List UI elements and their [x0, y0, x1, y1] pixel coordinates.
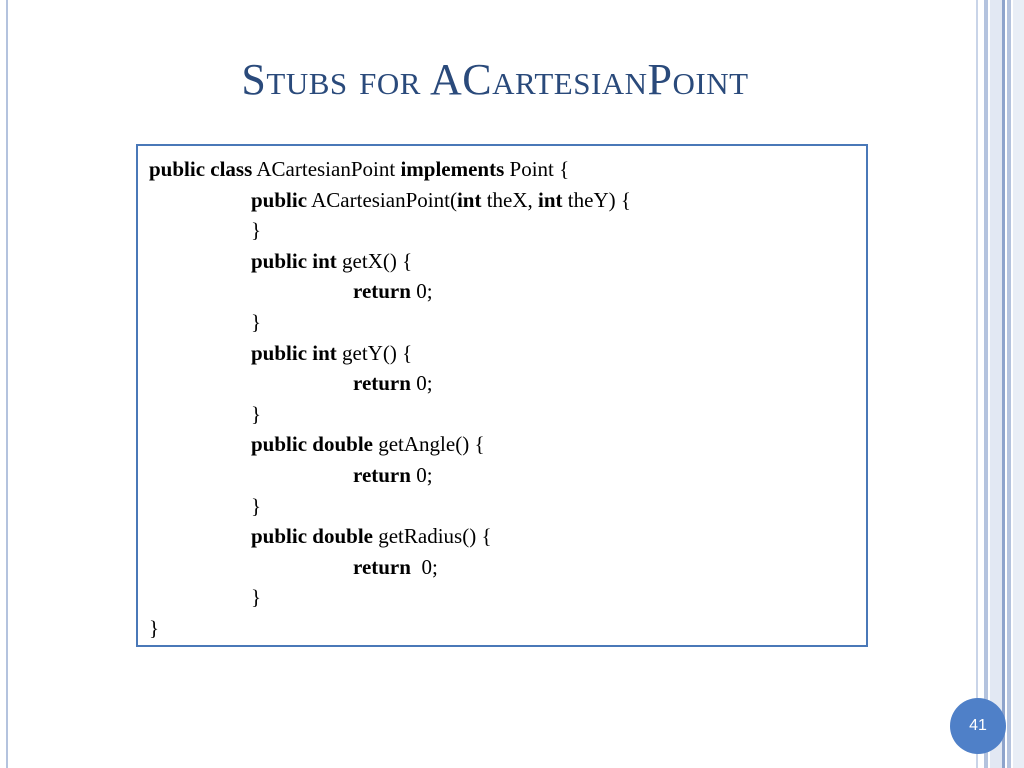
code-line: [149, 429, 866, 460]
code-text: getRadius() {: [372, 524, 492, 549]
stripe: [976, 0, 978, 768]
code-text: Point {: [504, 157, 570, 181]
code-line: [149, 276, 866, 307]
code-text: getY() {: [336, 340, 413, 365]
code-line: [149, 491, 866, 522]
code-text: ACartesianPoint: [252, 157, 401, 181]
stripe: [1002, 0, 1005, 768]
code-text: getAngle() {: [372, 432, 485, 457]
code-line: [149, 368, 866, 399]
code-keyword: public: [251, 187, 308, 212]
code-text: }: [251, 401, 262, 426]
code-line: [149, 154, 866, 185]
code-keyword: public int: [251, 340, 337, 365]
code-line: [149, 399, 866, 430]
code-text: }: [251, 493, 262, 518]
code-keyword: return: [353, 371, 411, 396]
stripe: [984, 0, 988, 768]
code-text: 0;: [410, 371, 433, 396]
code-text: 0;: [410, 279, 433, 304]
code-text: }: [251, 218, 262, 243]
code-line: [149, 521, 866, 552]
code-text: 0;: [410, 462, 433, 487]
code-keyword: public double: [251, 524, 373, 549]
code-keyword: int: [456, 187, 482, 212]
right-decorative-stripes: [976, 0, 1024, 768]
code-text: 0;: [410, 554, 438, 579]
code-text: }: [251, 309, 262, 334]
left-border-rule: [6, 0, 8, 768]
code-text: theX,: [481, 187, 539, 212]
stripe: [1013, 0, 1024, 768]
page-number-badge: 41: [950, 698, 1006, 754]
code-text: }: [149, 615, 160, 640]
code-line: [149, 552, 866, 583]
code-line: [149, 215, 866, 246]
code-line: [149, 460, 866, 491]
stripe: [1007, 0, 1011, 768]
code-text: getX() {: [336, 248, 413, 273]
code-text: }: [251, 585, 262, 610]
code-keyword: return: [353, 554, 411, 579]
code-keyword: public class: [149, 157, 253, 181]
code-block: [136, 144, 868, 647]
slide-title: Stubs for ACartesianPoint: [241, 55, 749, 104]
code-line: [149, 307, 866, 338]
code-text: theY) {: [562, 187, 631, 212]
code-keyword: implements: [400, 157, 505, 181]
code-keyword: public double: [251, 432, 373, 457]
code-keyword: return: [353, 279, 411, 304]
code-text: ACartesianPoint(: [307, 187, 457, 212]
code-line: [149, 246, 866, 277]
code-keyword: int: [538, 187, 563, 212]
stripe: [990, 0, 1002, 768]
code-keyword: public int: [251, 248, 337, 273]
code-line: [149, 185, 866, 216]
code-line: [149, 338, 866, 369]
code-line: [149, 613, 866, 644]
code-keyword: return: [353, 462, 411, 487]
code-line: [149, 582, 866, 613]
